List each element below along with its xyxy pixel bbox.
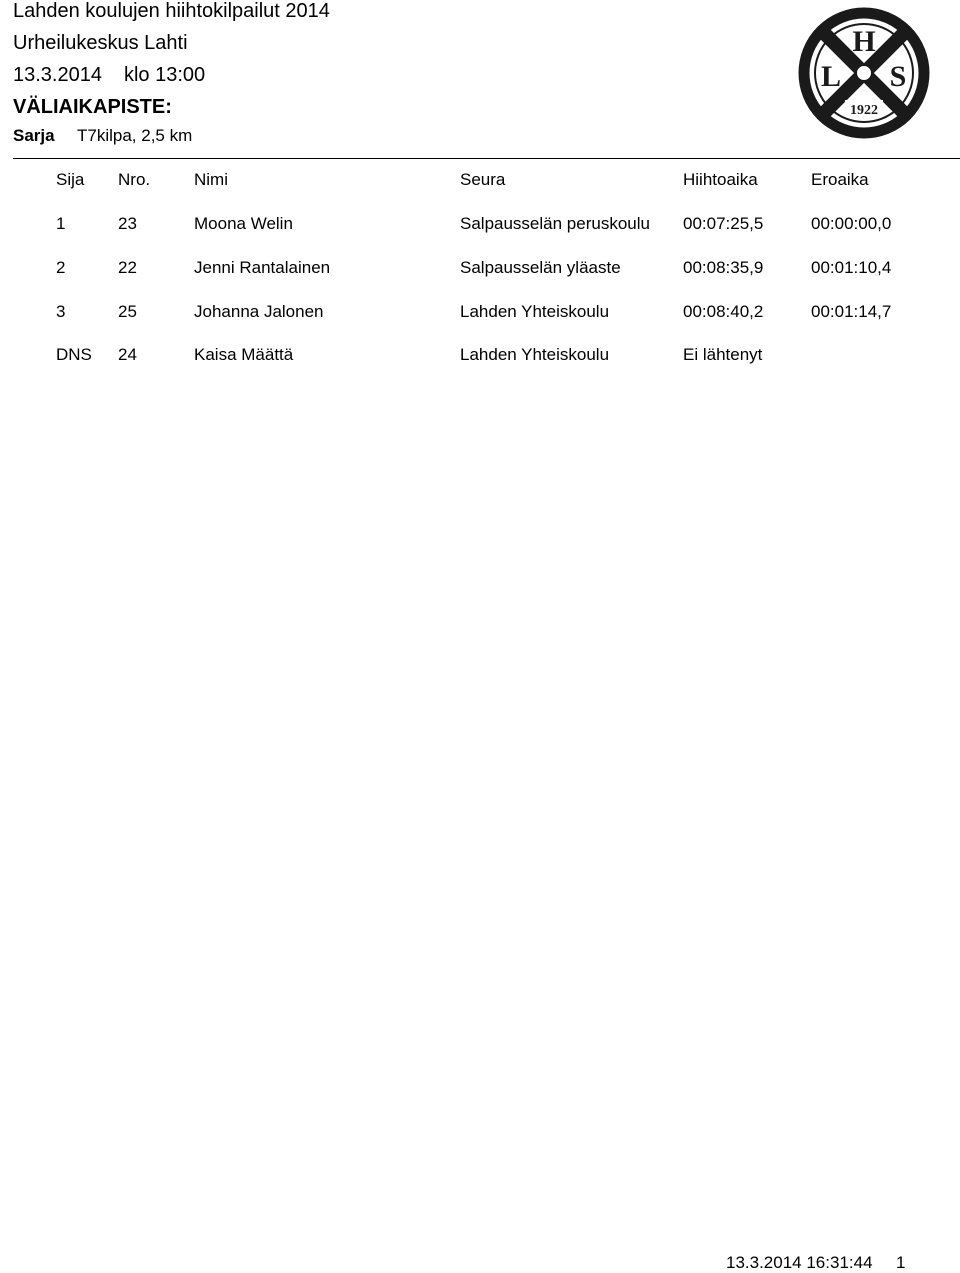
cell-nro: 23 — [118, 214, 137, 233]
cell-sija: DNS — [56, 345, 92, 364]
cell-nimi: Kaisa Määttä — [194, 345, 294, 364]
cell-nimi: Jenni Rantalainen — [194, 258, 331, 277]
cell-hiihtoaika: 00:08:35,9 — [683, 258, 764, 277]
cell-seura: Lahden Yhteiskoulu — [460, 345, 610, 364]
cell-nimi: Johanna Jalonen — [194, 302, 324, 321]
split-point-label: VÄLIAIKAPISTE: — [13, 96, 172, 118]
cell-nro: 24 — [118, 345, 137, 364]
column-header-hiihtoaika: Hiihtoaika — [683, 170, 758, 189]
cell-eroaika: 00:01:14,7 — [811, 302, 892, 321]
cell-nro: 25 — [118, 302, 137, 321]
club-logo — [797, 6, 931, 140]
venue: Urheilukeskus Lahti — [13, 32, 188, 54]
logo-letter-s: S — [889, 60, 907, 93]
cell-seura: Lahden Yhteiskoulu — [460, 302, 610, 321]
cell-hiihtoaika: 00:07:25,5 — [683, 214, 764, 233]
event-title: Lahden koulujen hiihtokilpailut 2014 — [13, 0, 330, 22]
series-line — [13, 126, 193, 146]
column-header-sija: Sija — [56, 170, 85, 189]
logo-letter-l: L — [820, 60, 842, 93]
cell-eroaika: 00:01:10,4 — [811, 258, 892, 277]
series-value: T7kilpa, 2,5 km — [77, 126, 193, 145]
cell-hiihtoaika: Ei lähtenyt — [683, 345, 763, 364]
header-divider — [13, 158, 960, 159]
cell-nimi: Moona Welin — [194, 214, 293, 233]
cell-eroaika: 00:00:00,0 — [811, 214, 892, 233]
cell-seura: Salpausselän yläaste — [460, 258, 621, 277]
cell-seura: Salpausselän peruskoulu — [460, 214, 650, 233]
column-header-seura: Seura — [460, 170, 506, 189]
column-header-nro: Nro. — [118, 170, 151, 189]
column-header-nimi: Nimi — [194, 170, 228, 189]
event-date: 13.3.2014 — [13, 64, 102, 86]
event-date-time — [13, 64, 205, 87]
logo-letter-h: H — [852, 25, 876, 58]
logo-year: 1922 — [850, 103, 878, 118]
event-time: klo 13:00 — [123, 64, 206, 86]
series-label: Sarja — [13, 126, 55, 145]
print-timestamp: 13.3.2014 16:31:44 — [726, 1253, 873, 1272]
cell-sija: 3 — [56, 302, 66, 321]
column-header-eroaika: Eroaika — [811, 170, 869, 189]
page-number: 1 — [896, 1253, 906, 1272]
cell-sija: 2 — [56, 258, 66, 277]
cell-nro: 22 — [118, 258, 137, 277]
cell-sija: 1 — [56, 214, 66, 233]
cell-hiihtoaika: 00:08:40,2 — [683, 302, 764, 321]
